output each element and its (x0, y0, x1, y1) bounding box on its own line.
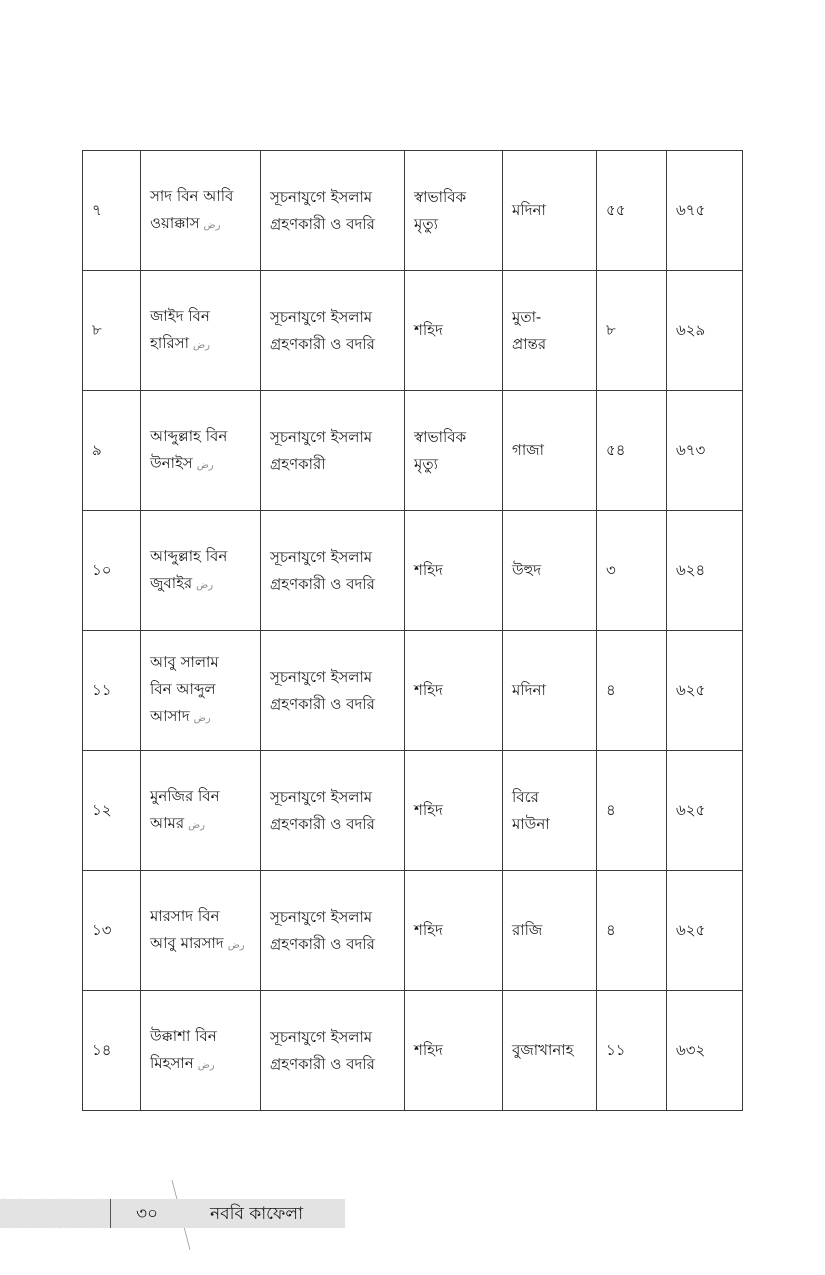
table-row (83, 511, 743, 631)
year-value: ৬৭৫ (676, 201, 706, 219)
death-text: স্বাভাবিক (414, 427, 467, 446)
serial-number: ১০ (92, 561, 112, 579)
status-cell (261, 391, 405, 511)
name-cell (141, 391, 261, 511)
serial-cell (83, 751, 141, 871)
status-text: গ্রহণকারী ও বদরি (270, 934, 375, 953)
death-cell (405, 511, 503, 631)
status-text: সূচনাযুগে ইসলাম (270, 1027, 373, 1046)
year-value: ৬২৫ (676, 681, 706, 699)
name-text: আমর (150, 813, 185, 832)
place-text: মদিনা (512, 681, 546, 699)
status-cell (261, 871, 405, 991)
name-line (150, 183, 260, 210)
name-line (150, 303, 260, 330)
table-row (83, 271, 743, 391)
status-text: গ্রহণকারী ও বদরি (270, 814, 375, 833)
year-cell (667, 871, 743, 991)
name-line (150, 450, 260, 479)
name-line (150, 423, 260, 450)
death-text: শহিদ (414, 1041, 443, 1059)
name-text: মিহসান (150, 1053, 194, 1072)
honorific-icon: رض (196, 579, 214, 591)
name-text: সাদ বিন আবি (150, 186, 234, 205)
age-value: ৪ (606, 681, 616, 699)
year-value: ৬২৫ (676, 921, 706, 939)
place-text: মুতা- (512, 307, 542, 326)
name-text: আব্দুল্লাহ বিন (150, 546, 228, 565)
name-line (150, 703, 260, 732)
age-value: ৪ (606, 801, 616, 819)
serial-cell (83, 631, 141, 751)
status-text: গ্রহণকারী ও বদরি (270, 334, 375, 353)
serial-number: ১৪ (92, 1041, 112, 1059)
name-text: আসাদ (150, 707, 190, 725)
year-value: ৬৭৩ (676, 441, 706, 459)
death-text: শহিদ (414, 921, 443, 939)
table-row (83, 751, 743, 871)
age-cell (597, 511, 667, 631)
age-value: ৪ (606, 921, 616, 939)
serial-cell (83, 511, 141, 631)
footer-divider (110, 1199, 111, 1228)
status-cell (261, 511, 405, 631)
status-text: সূচনাযুগে ইসলাম (270, 307, 373, 326)
serial-number: ৭ (92, 201, 102, 219)
place-cell (503, 631, 597, 751)
name-text: জাইদ বিন (150, 306, 210, 325)
year-cell (667, 631, 743, 751)
name-line (150, 810, 260, 839)
name-text: হারিসা (150, 333, 190, 352)
name-cell (141, 511, 261, 631)
death-text: মৃত্যু (414, 454, 438, 473)
serial-number: ১৩ (92, 921, 112, 939)
name-text: মুনজির বিন (150, 786, 220, 805)
name-cell (141, 751, 261, 871)
place-text: রাজি (512, 921, 543, 939)
serial-cell (83, 151, 141, 271)
age-cell (597, 391, 667, 511)
year-cell (667, 151, 743, 271)
year-value: ৬২৫ (676, 801, 706, 819)
year-cell (667, 271, 743, 391)
status-cell (261, 151, 405, 271)
name-cell (141, 271, 261, 391)
table-row (83, 991, 743, 1111)
year-cell (667, 751, 743, 871)
death-cell (405, 151, 503, 271)
honorific-icon: رض (197, 1059, 215, 1071)
status-text: সূচনাযুগে ইসলাম (270, 907, 373, 926)
name-line (150, 210, 260, 239)
status-text: সূচনাযুগে ইসলাম (270, 187, 373, 206)
place-text: উহুদ (512, 561, 542, 579)
age-cell (597, 991, 667, 1111)
name-text: আব্দুল্লাহ বিন (150, 426, 228, 445)
year-cell (667, 991, 743, 1111)
age-value: ৮ (606, 321, 616, 339)
age-cell (597, 151, 667, 271)
serial-cell (83, 391, 141, 511)
honorific-icon: رض (196, 459, 214, 471)
name-text: আবু সালাম (150, 653, 219, 671)
status-cell (261, 991, 405, 1111)
name-line (150, 676, 260, 703)
status-cell (261, 271, 405, 391)
place-cell (503, 391, 597, 511)
death-text: মৃত্যু (414, 214, 438, 233)
name-line (150, 783, 260, 810)
status-text: সূচনাযুগে ইসলাম (270, 547, 373, 566)
name-cell (141, 991, 261, 1111)
age-value: ৩ (606, 561, 616, 579)
year-cell (667, 511, 743, 631)
year-value: ৬৩২ (676, 1041, 706, 1059)
name-line (150, 930, 260, 959)
death-text: স্বাভাবিক (414, 187, 467, 206)
name-text: উক্কাশা বিন (150, 1026, 217, 1045)
page-number: ৩০ (136, 1204, 159, 1224)
status-text: গ্রহণকারী ও বদরি (270, 574, 375, 593)
book-title: নববি কাফেলা (210, 1204, 304, 1224)
name-text: উনাইস (150, 453, 193, 472)
name-line (150, 570, 260, 599)
table-row (83, 151, 743, 271)
place-cell (503, 271, 597, 391)
death-text: শহিদ (414, 321, 443, 339)
status-cell (261, 631, 405, 751)
status-cell (261, 751, 405, 871)
name-text: ওয়াক্কাস (150, 213, 200, 232)
name-text: বিন আব্দুল (150, 680, 216, 698)
honorific-icon: رض (188, 819, 205, 831)
place-text: মাউনা (512, 814, 550, 833)
year-value: ৬২৪ (676, 561, 706, 579)
age-value: ৫৫ (606, 201, 626, 219)
place-text: বিরে (512, 787, 539, 806)
age-value: ৫৪ (606, 441, 626, 459)
age-cell (597, 751, 667, 871)
serial-number: ৮ (92, 321, 102, 339)
death-cell (405, 271, 503, 391)
place-cell (503, 151, 597, 271)
name-line (150, 543, 260, 570)
age-cell (597, 871, 667, 991)
status-text: গ্রহণকারী ও বদরি (270, 1054, 375, 1073)
death-cell (405, 871, 503, 991)
year-cell (667, 391, 743, 511)
honorific-icon: رض (193, 339, 210, 351)
status-text: গ্রহণকারী (270, 454, 326, 473)
serial-cell (83, 871, 141, 991)
name-text: মারসাদ বিন (150, 906, 220, 925)
name-line (150, 1023, 260, 1050)
year-value: ৬২৯ (676, 321, 706, 339)
age-value: ১১ (606, 1041, 626, 1059)
name-cell (141, 631, 261, 751)
place-cell (503, 871, 597, 991)
death-cell (405, 751, 503, 871)
death-text: শহিদ (414, 561, 443, 579)
place-cell (503, 991, 597, 1111)
status-text: গ্রহণকারী ও বদরি (270, 694, 375, 713)
status-text: সূচনাযুগে ইসলাম (270, 787, 373, 806)
table-row (83, 631, 743, 751)
name-text: জুবাইর (150, 573, 193, 592)
status-text: সূচনাযুগে ইসলাম (270, 427, 373, 446)
death-text: শহিদ (414, 681, 443, 699)
serial-number: ১২ (92, 801, 112, 819)
table-row (83, 871, 743, 991)
place-text: গাজা (512, 441, 544, 459)
death-cell (405, 631, 503, 751)
death-text: শহিদ (414, 801, 443, 819)
place-cell (503, 751, 597, 871)
place-text: বুজাখানাহ (512, 1041, 574, 1059)
status-text: সূচনাযুগে ইসলাম (270, 667, 373, 686)
name-cell (141, 871, 261, 991)
table-body (83, 151, 743, 1111)
table-row (83, 391, 743, 511)
status-text: গ্রহণকারী ও বদরি (270, 214, 375, 233)
age-cell (597, 271, 667, 391)
companions-table (82, 150, 743, 1111)
name-cell (141, 151, 261, 271)
serial-cell (83, 271, 141, 391)
name-line (150, 330, 260, 359)
honorific-icon: رض (193, 713, 211, 724)
name-line (150, 903, 260, 930)
serial-number: ১১ (92, 681, 112, 699)
honorific-icon: رض (203, 219, 221, 231)
name-line (150, 649, 260, 676)
serial-cell (83, 991, 141, 1111)
name-line (150, 1050, 260, 1079)
serial-number: ৯ (92, 441, 102, 459)
death-cell (405, 991, 503, 1111)
name-text: আবু মারসাদ (150, 933, 224, 952)
age-cell (597, 631, 667, 751)
death-cell (405, 391, 503, 511)
place-text: প্রান্তর (512, 334, 547, 353)
place-text: মদিনা (512, 201, 546, 219)
place-cell (503, 511, 597, 631)
honorific-icon: رض (227, 939, 245, 951)
